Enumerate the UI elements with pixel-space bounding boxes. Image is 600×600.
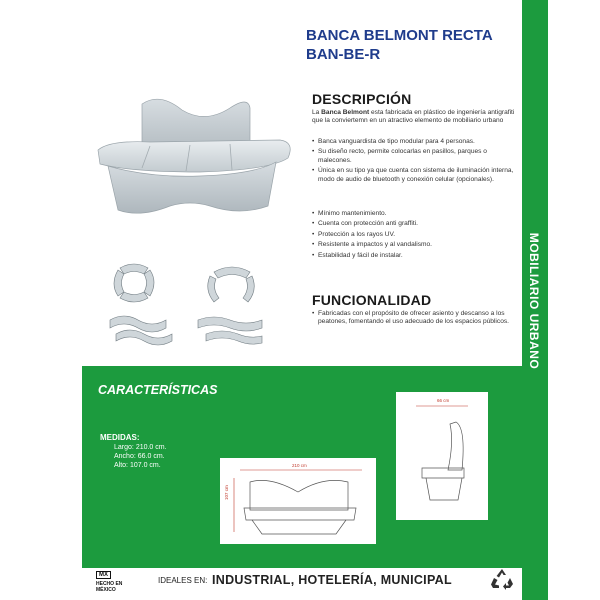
ideal-label: IDEALES EN:: [158, 576, 208, 585]
description-heading: DESCRIPCIÓN: [312, 91, 412, 107]
made-in-mexico-logo: [96, 563, 130, 595]
front-height-label: 107 cm: [224, 485, 229, 500]
measure-row: Alto: 107.0 cm.: [114, 462, 161, 469]
measures-label: MEDIDAS:: [100, 433, 140, 442]
description-intro: La Banca Belmont esta fabricada en plástico de ingeniería antigrafiti que la conviertemn en un atractivo elemento de mobiliario urbano: [312, 109, 515, 125]
list-item: • Su diseño recto, permite colocarlas en pasillos, parques o malecones.: [312, 148, 522, 165]
front-view-drawing: [220, 458, 376, 544]
list-item: • Fabricadas con el propósito de ofrecer asiento y descanso a los peatones, fomentando el uso adecuado de los espacios públicos.: [312, 310, 522, 327]
description-bullets-a: [312, 138, 522, 186]
list-item: • Estabilidad y fácil de instalar.: [312, 252, 522, 260]
mx-line2: MÉXICO: [96, 587, 116, 593]
side-view-drawing: [396, 392, 488, 520]
measure-row: Ancho: 66.0 cm.: [114, 453, 165, 460]
characteristics-heading: CARACTERÍSTICAS: [98, 383, 218, 397]
list-item: • Mínimo mantenimiento.: [312, 210, 522, 218]
product-sku: BAN-BE-R: [306, 46, 381, 63]
functionality-bullets: [312, 310, 522, 329]
description-bullets-b: [312, 210, 522, 262]
ideal-values: INDUSTRIAL, HOTELERÍA, MUNICIPAL: [212, 573, 452, 587]
list-item: • Banca vanguardista de tipo modular para 4 personas.: [312, 138, 522, 146]
functionality-heading: FUNCIONALIDAD: [312, 292, 432, 308]
list-item: • Cuenta con protección anti graffiti.: [312, 220, 522, 228]
front-width-label: 210 cm: [292, 463, 307, 468]
mx-code: MX: [96, 571, 111, 579]
recycle-icon: [490, 568, 514, 590]
list-item: • Única en su tipo ya que cuenta con sistema de iluminación interna, modo de audio de bluetooth y conexión celular (opcionales).: [312, 167, 522, 184]
bench-product-image: [90, 88, 300, 248]
product-title: BANCA BELMONT RECTA: [306, 27, 493, 44]
measure-row: Largo: 210.0 cm.: [114, 444, 167, 451]
side-width-label: 66 cm: [437, 398, 450, 403]
mx-line1: HECHO EN: [96, 581, 123, 587]
list-item: • Resistente a impactos y al vandalismo.: [312, 241, 522, 249]
side-strip-label: MOBILIARIO URBANO: [527, 232, 541, 370]
layout-diagrams: [106, 254, 278, 346]
list-item: • Protección a los rayos UV.: [312, 231, 522, 239]
